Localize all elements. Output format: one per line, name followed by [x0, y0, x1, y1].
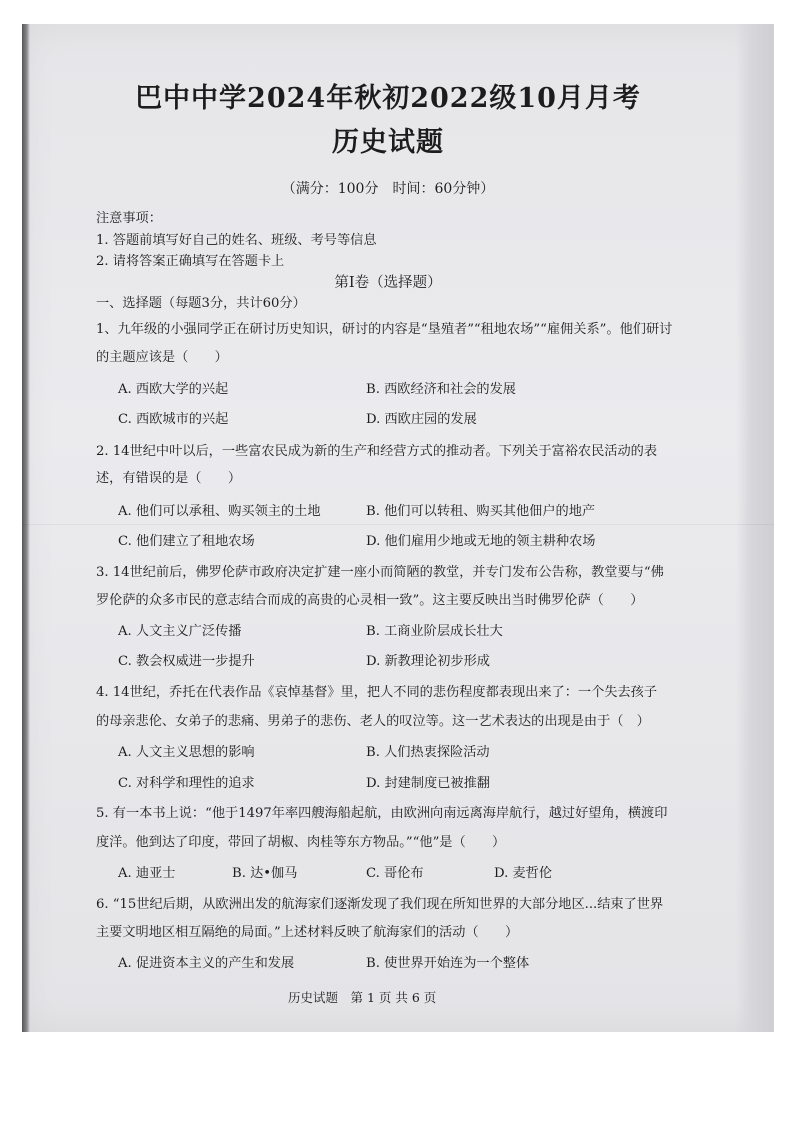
question-4-option-c: C. 对科学和理性的追求 — [118, 776, 255, 791]
question-2-option-b: B. 他们可以转租、购买其他佃户的地产 — [366, 504, 596, 519]
question-2-line-2: 述，有错误的是（ ） — [96, 471, 242, 486]
question-6-line-2: 主要文明地区相互隔绝的局面。”上述材料反映了航海家们的活动（ ） — [96, 925, 519, 940]
question-5-option-d: D. 麦哲伦 — [494, 866, 553, 881]
question-1-line-1: 1、九年级的小强同学正在研讨历史知识，研讨的内容是“垦殖者”“租地农场”“雇佣关系”。他们研讨 — [96, 322, 673, 337]
question-3-option-b: B. 工商业阶层成长壮大 — [366, 624, 503, 639]
page-footer: 历史试题 第 1 页 共 6 页 — [288, 990, 437, 1005]
question-4-line-2: 的母亲悲伦、女弟子的悲痛、男弟子的悲伤、老人的叹泣等。这一艺术表达的出现是由于（ ） — [96, 714, 650, 729]
section-title: 第Ⅰ卷（选择题） — [334, 275, 442, 291]
question-3-line-1: 3. 14世纪前后，佛罗伦萨市政府决定扩建一座小而简陋的教堂，并专门发布公告称，教堂要与“佛 — [96, 565, 664, 580]
exam-title: 巴中中学2024年秋初2022级10月月考 — [135, 83, 641, 114]
question-3-option-c: C. 教会权威进一步提升 — [118, 654, 255, 669]
notice-item: 1. 答题前填写好自己的姓名、班级、考号等信息 — [96, 233, 377, 248]
question-4-option-b: B. 人们热衷探险活动 — [366, 745, 490, 760]
question-2-option-c: C. 他们建立了租地农场 — [118, 534, 255, 549]
question-2-option-d: D. 他们雇用少地或无地的领主耕种农场 — [366, 534, 596, 549]
question-2-option-a: A. 他们可以承租、购买领主的土地 — [118, 504, 321, 519]
question-3-option-d: D. 新教理论初步形成 — [366, 654, 490, 669]
question-1-option-c: C. 西欧城市的兴起 — [118, 412, 229, 427]
question-1-option-a: A. 西欧大学的兴起 — [118, 382, 229, 397]
question-5-option-a: A. 迪亚士 — [118, 866, 176, 881]
photo-right-edge — [736, 24, 774, 1032]
question-4-line-1: 4. 14世纪，乔托在代表作品《哀悼基督》里，把人不同的悲伤程度都表现出来了：一个失去孩子 — [96, 685, 658, 700]
question-1-line-2: 的主题应该是（ ） — [96, 350, 228, 365]
question-5-line-1: 5. 有一本书上说：“他于1497年率四艘海船起航，由欧洲向南远离海岸航行，越过好望角，横渡印 — [96, 806, 668, 821]
question-6-option-a: A. 促进资本主义的产生和发展 — [118, 956, 295, 971]
exam-subtitle: 历史试题 — [332, 127, 444, 158]
question-1-option-b: B. 西欧经济和社会的发展 — [366, 382, 516, 397]
section-heading: 一、选择题（每题3分，共计60分） — [96, 296, 306, 311]
question-5-option-c: C. 哥伦布 — [366, 866, 424, 881]
question-2-line-1: 2. 14世纪中叶以后，一些富农民成为新的生产和经营方式的推动者。下列关于富裕农民活动的表 — [96, 444, 658, 459]
question-4-option-d: D. 封建制度已被推翻 — [366, 776, 490, 791]
question-3-line-2: 罗伦萨的众多市民的意志结合而成的高贵的心灵相一致”。这主要反映出当时佛罗伦萨（ ） — [96, 593, 644, 608]
question-3-option-a: A. 人文主义广泛传播 — [118, 624, 242, 639]
question-6-option-b: B. 使世界开始连为一个整体 — [366, 956, 530, 971]
question-1-option-d: D. 西欧庄园的发展 — [366, 412, 477, 427]
question-5-option-b: B. 达•伽马 — [232, 866, 298, 881]
paper-fold-line — [22, 524, 774, 525]
photo-left-edge — [22, 24, 30, 1032]
notice-heading: 注意事项： — [96, 211, 162, 226]
exam-info: （满分：100分 时间：60分钟） — [281, 181, 495, 197]
notice-item: 2. 请将答案正确填写在答题卡上 — [96, 254, 285, 269]
question-5-line-2: 度洋。他到达了印度，带回了胡椒、肉桂等东方物品。”“他”是（ ） — [96, 835, 506, 850]
question-4-option-a: A. 人文主义思想的影响 — [118, 745, 255, 760]
question-6-line-1: 6. “15世纪后期，从欧洲出发的航海家们逐渐发现了我们现在所知世界的大部分地区...结束了世界 — [96, 897, 664, 912]
